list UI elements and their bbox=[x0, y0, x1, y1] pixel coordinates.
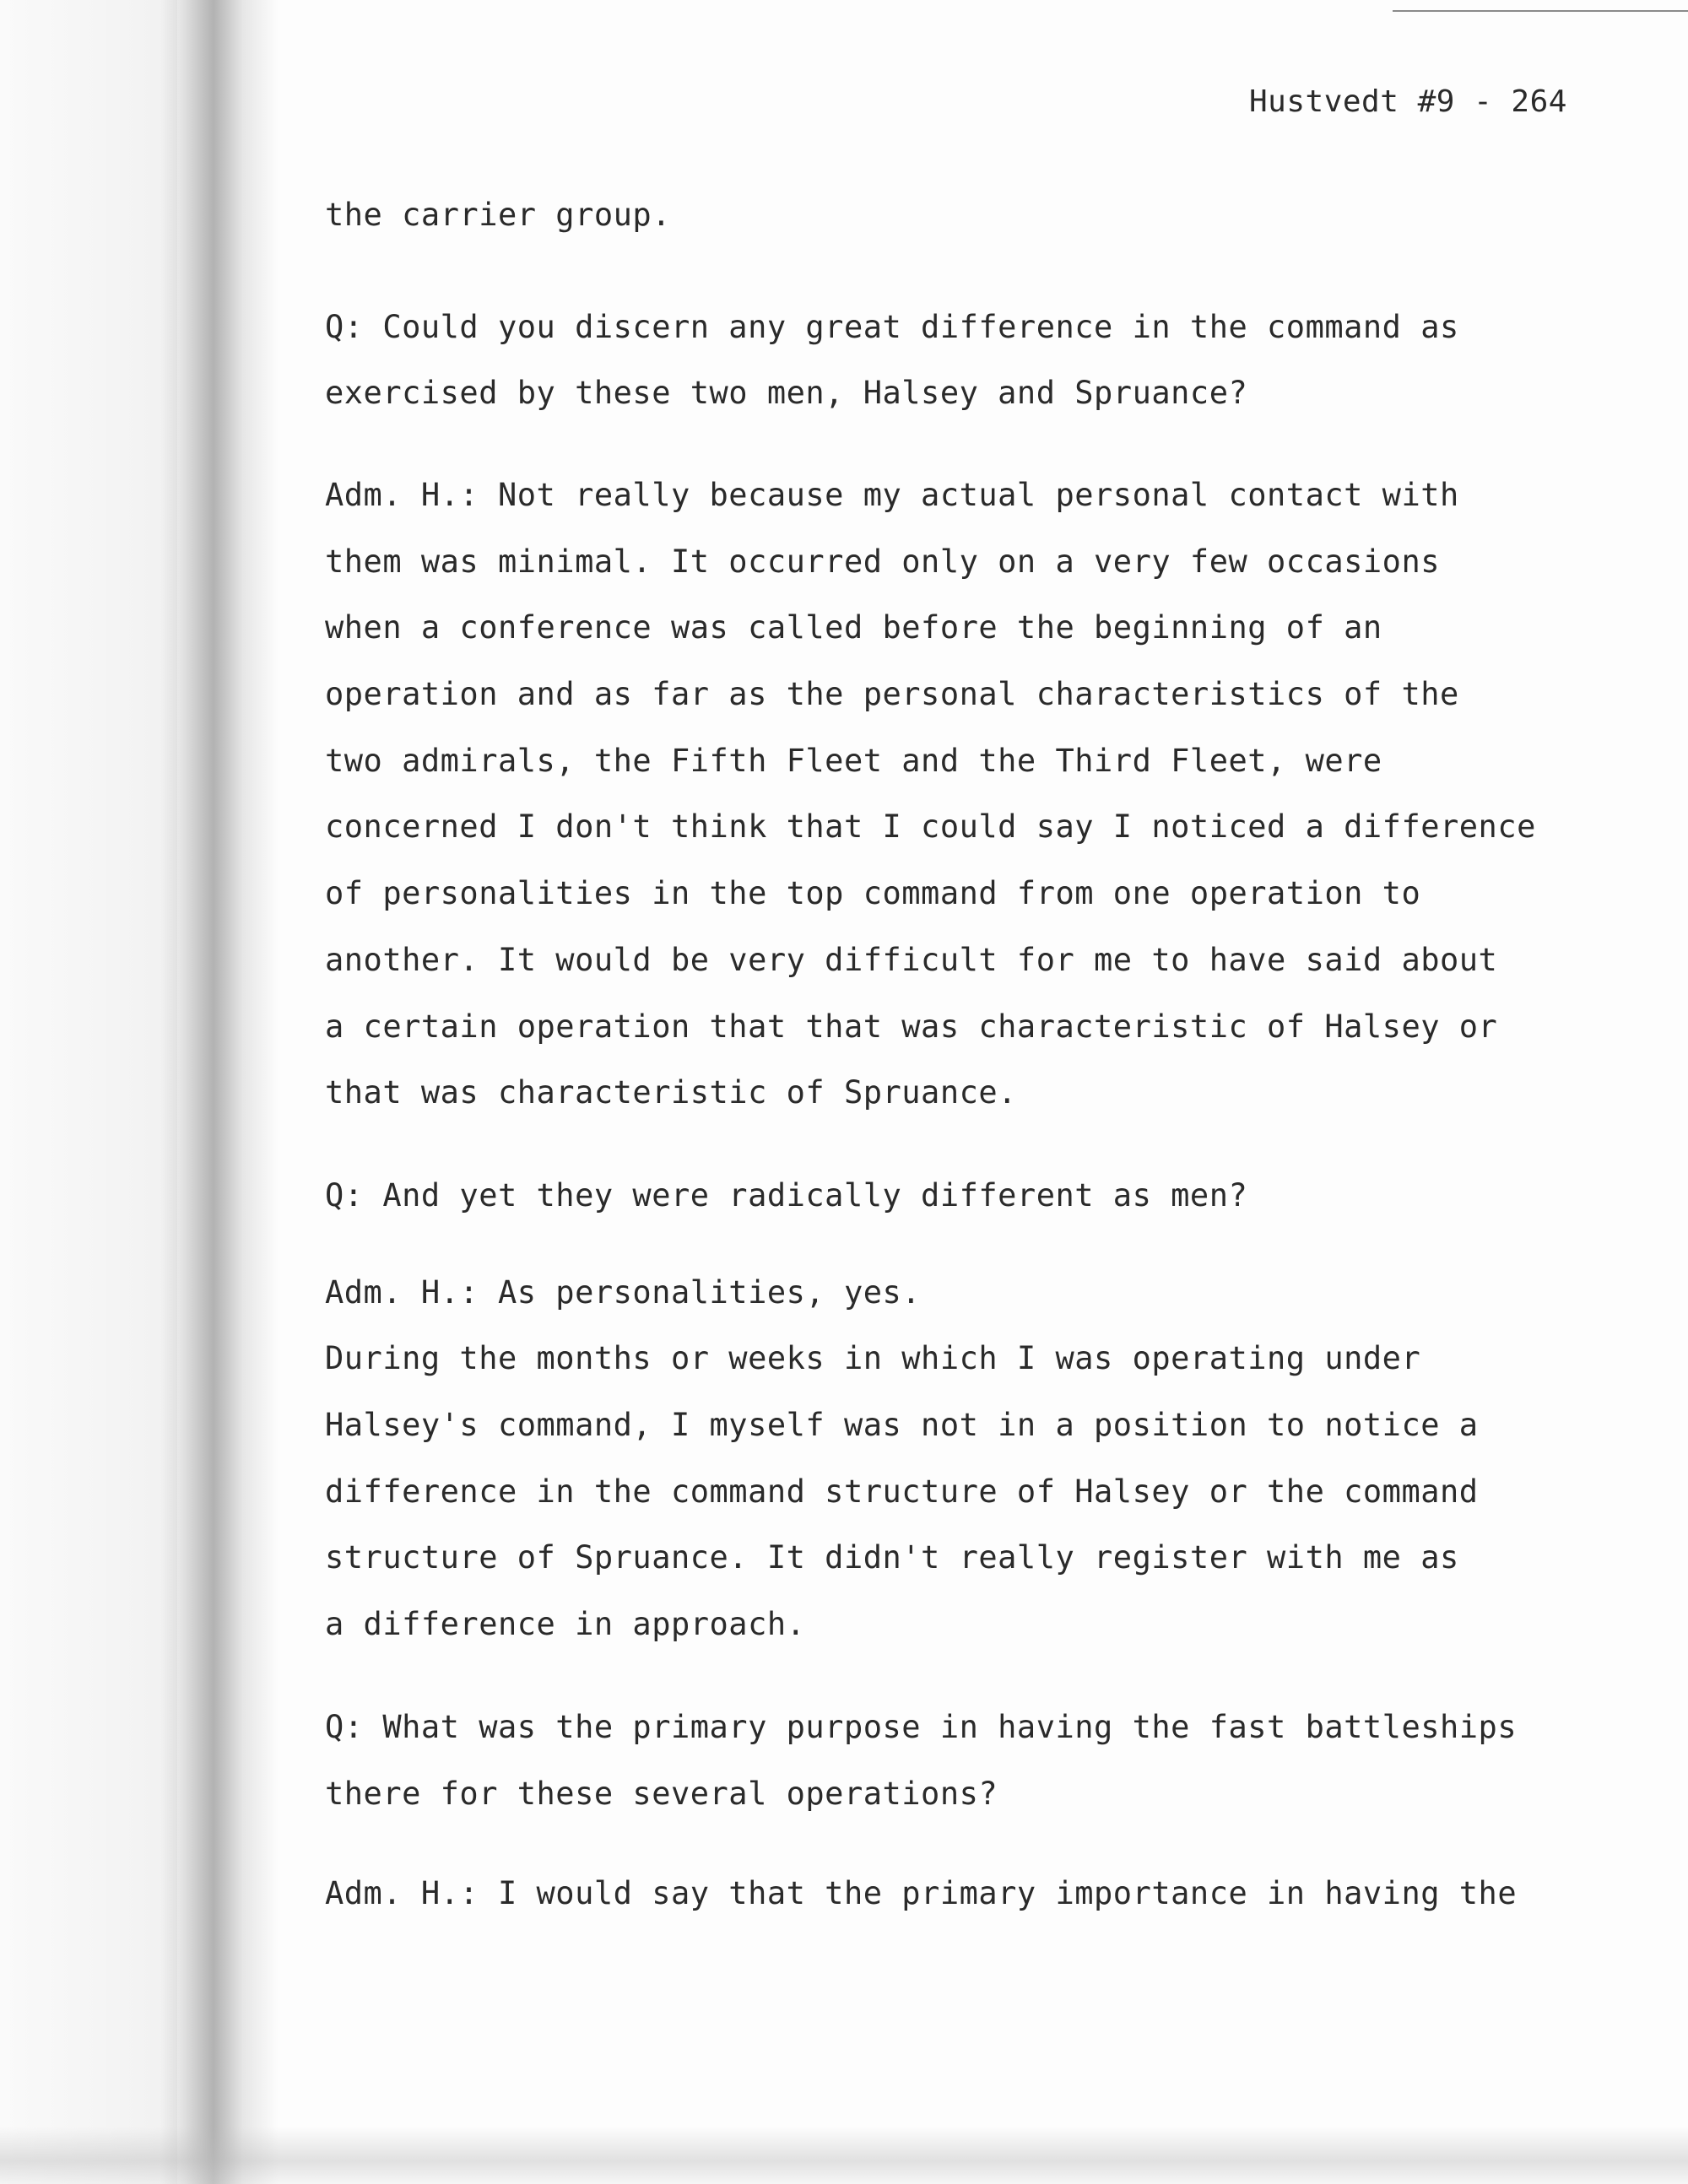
text-line: Adm. H.: I would say that the primary importance in having the bbox=[325, 1875, 1518, 1911]
text-line: that was characteristic of Spruance. bbox=[325, 1074, 1017, 1111]
text-line: of personalities in the top command from one operation to bbox=[325, 875, 1421, 911]
left-margin bbox=[0, 0, 177, 2184]
text-line: During the months or weeks in which I was operating under bbox=[325, 1340, 1421, 1376]
text-line: concerned I don't think that I could say I noticed a difference bbox=[325, 808, 1536, 845]
text-line: there for these several operations? bbox=[325, 1776, 998, 1812]
text-line: difference in the command structure of Halsey or the command bbox=[325, 1473, 1479, 1510]
page-header: Hustvedt #9 - 264 bbox=[1249, 84, 1567, 119]
text-line: operation and as far as the personal characteristics of the bbox=[325, 676, 1459, 712]
text-line: a certain operation that that was characteristic of Halsey or bbox=[325, 1008, 1498, 1045]
text-line: Adm. H.: Not really because my actual personal contact with bbox=[325, 477, 1459, 513]
text-line: a difference in approach. bbox=[325, 1606, 806, 1642]
text-line: Halsey's command, I myself was not in a position to notice a bbox=[325, 1407, 1479, 1443]
text-line: two admirals, the Fifth Fleet and the Third Fleet, were bbox=[325, 743, 1382, 779]
text-line: them was minimal. It occurred only on a very few occasions bbox=[325, 543, 1441, 580]
top-edge-line bbox=[1393, 10, 1688, 12]
text-line: the carrier group. bbox=[325, 197, 671, 233]
text-line: Q: Could you discern any great difference in the command as bbox=[325, 309, 1459, 345]
bottom-edge-shadow bbox=[0, 2127, 1688, 2184]
text-line: when a conference was called before the beginning of an bbox=[325, 609, 1382, 646]
text-line: Q: And yet they were radically different as men? bbox=[325, 1177, 1248, 1214]
text-line: Q: What was the primary purpose in having the fast battleships bbox=[325, 1709, 1518, 1745]
text-line: Adm. H.: As personalities, yes. bbox=[325, 1274, 922, 1311]
text-line: another. It would be very difficult for me to have said about bbox=[325, 942, 1498, 978]
text-line: structure of Spruance. It didn't really register with me as bbox=[325, 1539, 1459, 1576]
binding-gutter-shadow bbox=[160, 0, 279, 2184]
text-line: exercised by these two men, Halsey and Spruance? bbox=[325, 375, 1248, 411]
